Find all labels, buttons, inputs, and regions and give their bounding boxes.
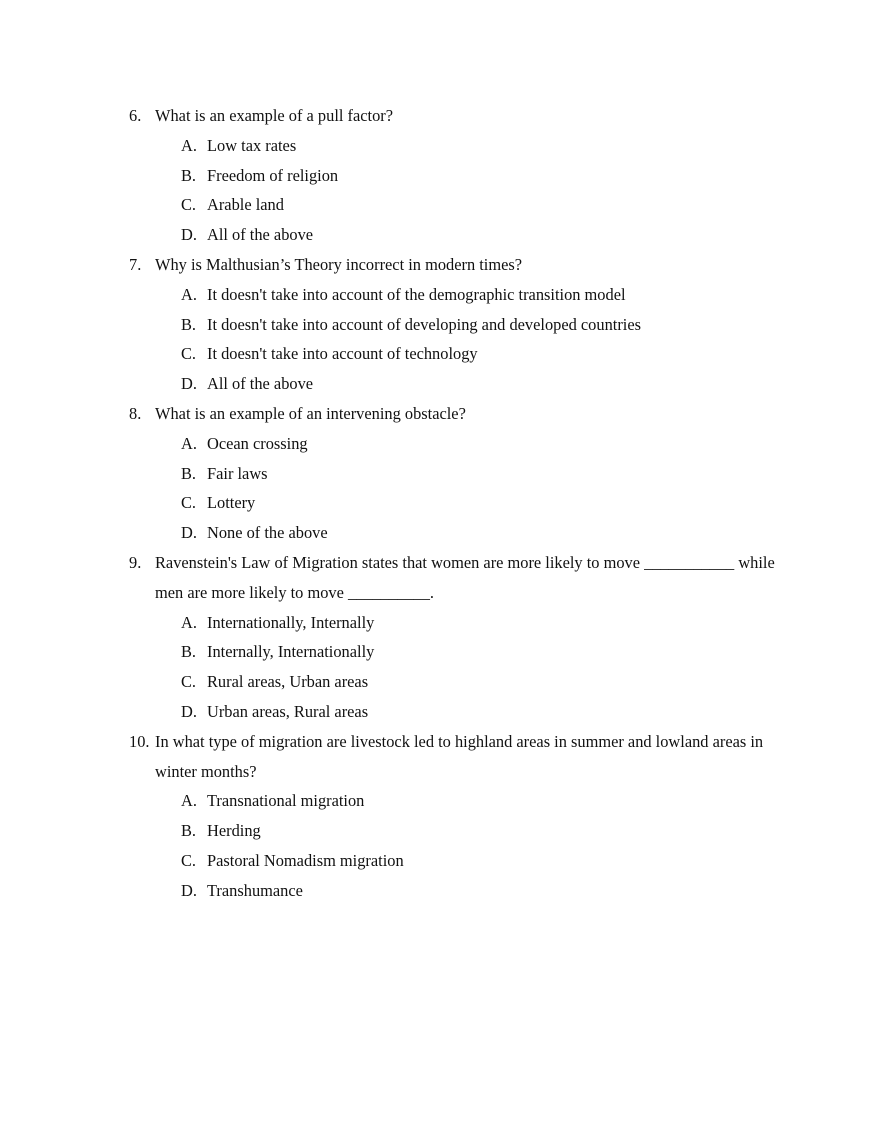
option-letter: B.: [181, 314, 197, 334]
answer-options: [129, 786, 779, 905]
question-line: [129, 548, 779, 608]
question-line: [129, 727, 779, 787]
question-text: In what type of migration are livestock led to highland areas in summer and lowland areas in winter months?: [155, 731, 768, 781]
option-text: Lottery: [207, 493, 256, 513]
answer-options: [129, 131, 779, 250]
question-text: Ravenstein's Law of Migration states that women are more likely to move ___________ while men are more likely to move __________.: [155, 552, 779, 602]
option-letter: C.: [181, 344, 197, 364]
option-text: Transhumance: [207, 880, 303, 900]
option-text: Internationally, Internally: [207, 612, 375, 632]
option-a: [129, 131, 779, 161]
option-letter: B.: [181, 463, 197, 483]
question-number: 8.: [129, 403, 142, 423]
option-letter: A.: [181, 135, 197, 155]
option-text: Urban areas, Rural areas: [207, 701, 369, 721]
option-text: Rural areas, Urban areas: [207, 672, 369, 692]
option-text: Herding: [207, 821, 261, 841]
option-letter: C.: [181, 493, 197, 513]
option-text: Ocean crossing: [207, 433, 308, 453]
question-9: [129, 548, 779, 727]
option-letter: A.: [181, 612, 197, 632]
option-a: [129, 608, 779, 638]
question-text: What is an example of a pull factor?: [155, 106, 394, 125]
answer-options: [129, 280, 779, 399]
option-letter: D.: [181, 523, 197, 543]
option-b: [129, 816, 779, 846]
option-a: [129, 429, 779, 459]
question-text: What is an example of an intervening obstacle?: [155, 403, 466, 423]
option-letter: D.: [181, 374, 197, 394]
option-c: [129, 339, 779, 369]
option-b: [129, 459, 779, 489]
option-text: Arable land: [207, 195, 284, 215]
option-text: None of the above: [207, 523, 328, 543]
option-letter: C.: [181, 195, 197, 215]
option-letter: B.: [181, 642, 197, 662]
answer-options: [129, 608, 779, 727]
question-7: [129, 250, 779, 399]
option-a: [129, 786, 779, 816]
option-c: [129, 667, 779, 697]
option-a: [129, 280, 779, 310]
question-text: Why is Malthusian’s Theory incorrect in modern times?: [155, 254, 523, 274]
option-letter: D.: [181, 225, 197, 245]
option-letter: A.: [181, 433, 197, 453]
question-line: [129, 399, 779, 429]
question-8: [129, 399, 779, 548]
option-c: [129, 846, 779, 876]
option-text: It doesn't take into account of developing and developed countries: [207, 314, 641, 334]
option-letter: D.: [181, 701, 197, 721]
question-line: [129, 250, 779, 280]
option-c: [129, 190, 779, 220]
option-letter: A.: [181, 791, 197, 811]
answer-options: [129, 429, 779, 548]
option-letter: C.: [181, 850, 197, 870]
option-c: [129, 488, 779, 518]
option-b: [129, 637, 779, 667]
option-b: [129, 161, 779, 191]
option-d: [129, 220, 779, 250]
option-text: Transnational migration: [207, 791, 365, 811]
question-number: 6.: [129, 106, 142, 125]
question-6: [129, 101, 779, 250]
option-d: [129, 369, 779, 399]
question-10: [129, 727, 779, 906]
option-text: Internally, Internationally: [207, 642, 375, 662]
option-text: Fair laws: [207, 463, 268, 483]
question-number: 7.: [129, 254, 142, 274]
question-line: [129, 101, 779, 131]
option-d: [129, 697, 779, 727]
option-d: [129, 876, 779, 906]
option-text: Low tax rates: [207, 135, 297, 155]
option-text: It doesn't take into account of the demographic transition model: [207, 284, 626, 304]
option-text: Freedom of religion: [207, 165, 339, 185]
option-letter: D.: [181, 880, 197, 900]
option-b: [129, 310, 779, 340]
option-text: All of the above: [207, 374, 314, 394]
option-text: All of the above: [207, 225, 314, 245]
question-number: 9.: [129, 552, 142, 572]
option-letter: C.: [181, 672, 197, 692]
question-number: 10.: [129, 731, 150, 751]
option-text: It doesn't take into account of technology: [207, 344, 478, 364]
option-letter: A.: [181, 284, 197, 304]
option-text: Pastoral Nomadism migration: [207, 850, 404, 870]
option-letter: B.: [181, 165, 197, 185]
option-d: [129, 518, 779, 548]
quiz-question-list: [129, 101, 779, 906]
option-letter: B.: [181, 821, 197, 841]
